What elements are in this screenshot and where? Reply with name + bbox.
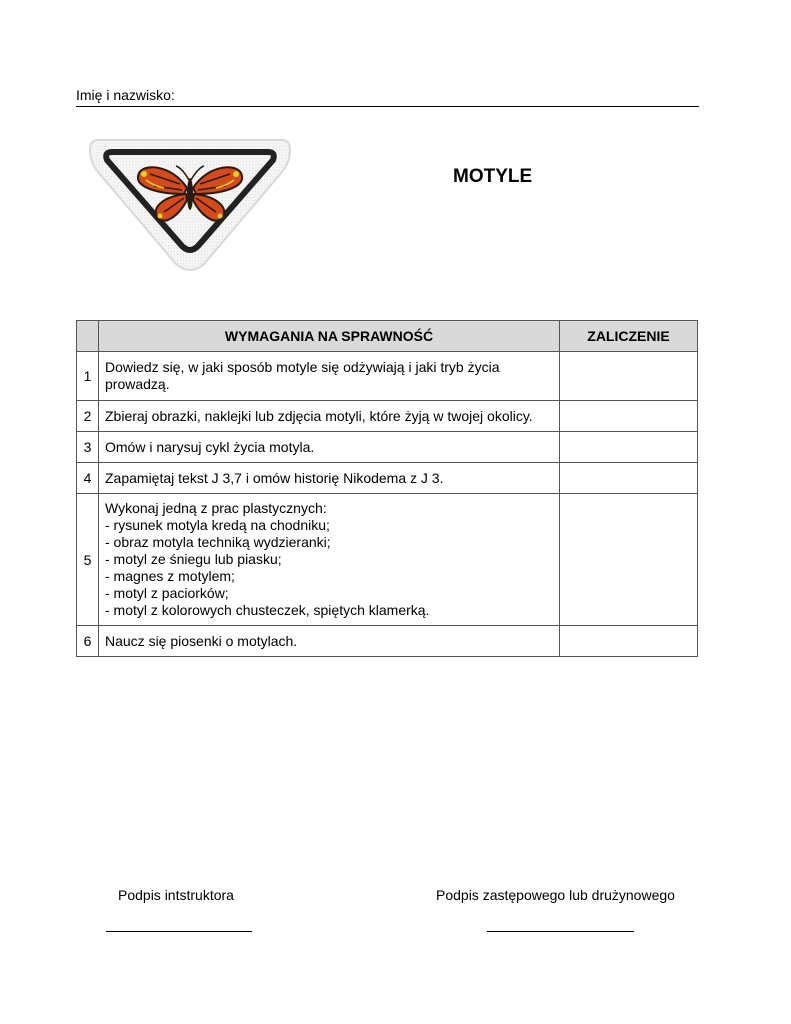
row-requirement: Wykonaj jedną z prac plastycznych: - rysunek motyla kredą na chodniku; - obraz motyla techniką wydzieranki; - motyl ze śniegu lub piasku; - magnes z motylem; - motyl z paciorków; - motyl z kolorowych chusteczek, spiętych klamerką.: [99, 494, 560, 626]
name-line: [76, 106, 699, 107]
row-number: 5: [77, 494, 99, 626]
table-header-completion: ZALICZENIE: [560, 321, 698, 352]
row-requirement: Zbieraj obrazki, naklejki lub zdjęcia motyli, które żyją w twojej okolicy.: [99, 401, 560, 432]
table-header-requirements: WYMAGANIA NA SPRAWNOŚĆ: [99, 321, 560, 352]
table-row: [77, 626, 698, 657]
page-title: MOTYLE: [453, 166, 533, 187]
leader-signature-line: [487, 931, 634, 932]
row-completion-cell: [560, 463, 698, 494]
table-row: [77, 401, 698, 432]
row-completion-cell: [560, 432, 698, 463]
row-requirement: Zapamiętaj tekst J 3,7 i omów historię Nikodema z J 3.: [99, 463, 560, 494]
row-requirement: Dowiedz się, w jaki sposób motyle się odżywiają i jaki tryb życia prowadzą.: [99, 352, 560, 401]
butterfly-badge-icon: [84, 128, 296, 274]
row-completion-cell: [560, 401, 698, 432]
row-requirement: Omów i narysuj cykl życia motyla.: [99, 432, 560, 463]
table-header-number: [77, 321, 99, 352]
row-completion-cell: [560, 494, 698, 626]
row-number: 2: [77, 401, 99, 432]
row-completion-cell: [560, 352, 698, 401]
instructor-signature-label: Podpis intstruktora: [118, 887, 234, 903]
row-number: 1: [77, 352, 99, 401]
row-completion-cell: [560, 626, 698, 657]
row-number: 4: [77, 463, 99, 494]
name-label: Imię i nazwisko:: [76, 87, 175, 103]
table-row: [77, 432, 698, 463]
leader-signature-label: Podpis zastępowego lub drużynowego: [436, 887, 675, 903]
table-row: [77, 352, 698, 401]
instructor-signature-line: [106, 931, 252, 932]
row-number: 3: [77, 432, 99, 463]
table-row: [77, 494, 698, 626]
table-row: [77, 463, 698, 494]
requirements-table: [76, 320, 698, 657]
row-requirement: Naucz się piosenki o motylach.: [99, 626, 560, 657]
row-number: 6: [77, 626, 99, 657]
